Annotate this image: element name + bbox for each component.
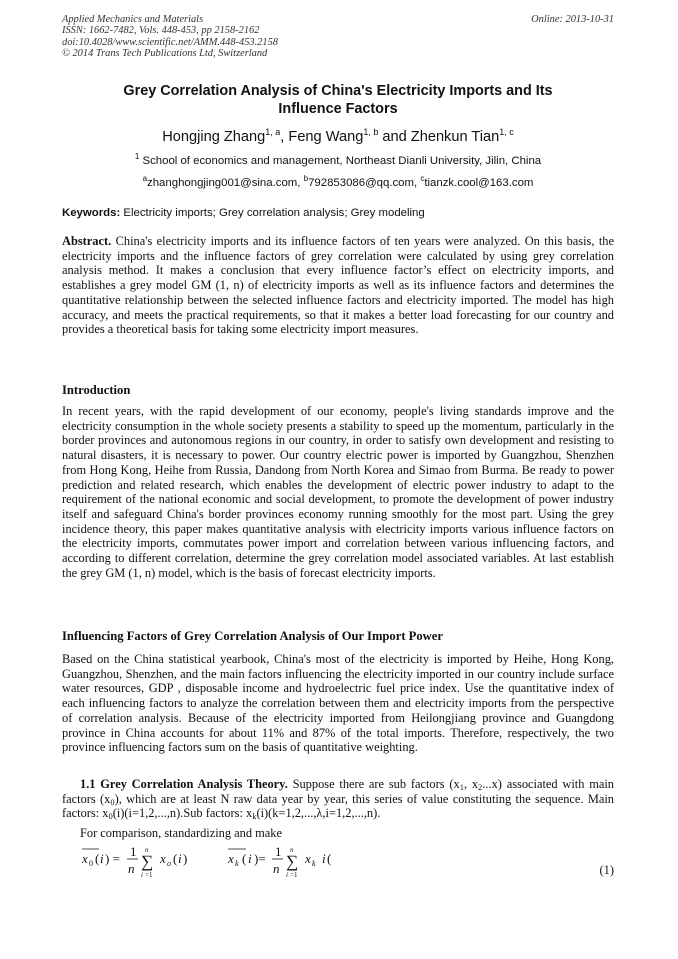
svg-text:(: (	[95, 851, 100, 866]
equation-number: (1)	[599, 863, 614, 877]
svg-text:∑: ∑	[286, 852, 299, 871]
svg-text:n: n	[145, 846, 149, 854]
email-address: 792853086@qq.com,	[308, 177, 421, 189]
svg-text:0: 0	[89, 859, 93, 868]
section-heading: Influencing Factors of Grey Correlation Analysis of Our Import Power	[62, 629, 443, 643]
subscript: 0	[110, 796, 115, 807]
theory-text: Suppose there are sub factors (x	[287, 777, 460, 791]
theory-text: , x	[463, 777, 479, 791]
abstract-label: Abstract.	[62, 234, 112, 248]
svg-text:o: o	[167, 859, 171, 868]
svg-text:n: n	[273, 861, 280, 876]
author-superscript: 1, a	[265, 127, 281, 137]
svg-text:∑: ∑	[141, 852, 154, 871]
journal-name: Applied Mechanics and Materials	[62, 14, 204, 25]
affiliation	[62, 150, 614, 168]
theory-text: (i)(i=1,2,...,n).Sub factors: x	[112, 806, 253, 821]
title-line-2: Influence Factors	[278, 101, 398, 117]
svg-text:x: x	[160, 851, 166, 866]
keywords	[62, 206, 614, 220]
svg-text:x: x	[82, 851, 88, 866]
copyright-line: © 2014 Trans Tech Publications Ltd, Switzerland	[62, 48, 268, 60]
email-superscript: c	[420, 174, 425, 183]
theory-text: ), which are at least N raw data year by year, this series of value constituting the sequence. Main factors: x	[62, 791, 614, 821]
theory-paragraph	[62, 777, 614, 821]
svg-text:k: k	[312, 859, 316, 868]
svg-text:): )	[183, 851, 188, 866]
svg-text:i: i	[322, 851, 326, 866]
email-superscript: a	[142, 174, 148, 183]
keywords-text: Electricity imports; Grey correlation analysis; Grey modeling	[120, 207, 425, 219]
svg-text:(: (	[327, 851, 332, 866]
svg-text:i: i	[141, 871, 143, 879]
svg-text:(: (	[242, 851, 247, 866]
theory-text: ...x) associated with main factors (x	[62, 777, 614, 806]
subscript: 1	[459, 782, 464, 792]
equation-graphic	[74, 843, 494, 883]
title-line-1: Grey Correlation Analysis of China's Electricity Imports and Its	[123, 83, 553, 99]
author-separator: ,	[280, 129, 289, 145]
svg-text:=1: =1	[290, 871, 298, 879]
author-separator: and	[378, 129, 411, 145]
journal-header	[62, 14, 614, 60]
subscript: k	[252, 811, 257, 822]
email-superscript: b	[303, 174, 309, 183]
comparison-text: For comparison, standardizing and make	[80, 826, 282, 840]
author-emails	[62, 172, 614, 190]
svg-text:x: x	[305, 851, 311, 866]
author-name: Hongjing Zhang	[162, 129, 266, 145]
affiliation-text: School of economics and management, Northeast Dianli University, Jilin, China	[139, 155, 542, 167]
abstract	[62, 234, 614, 337]
online-date: Online: 2013-10-31	[531, 14, 614, 25]
author-list	[62, 123, 614, 146]
subscript: 2	[478, 782, 483, 792]
svg-text:) =: ) =	[105, 851, 120, 866]
introduction-text: In recent years, with the rapid development of our economy, people's living standards improve and the electricity consumption in the whole society presents a stability to speed up the momentum, particularly in the border provinces and autonomous regions in our country, in order to satisfy own development and resisting to natural disasters, it is necessary to power. Our country electric power is imported by Guangzhou, Shenzhen from Hong Kong, Heihe from Russia, Dandong from North Korea and Simao from Burma. Be ready to power prediction and related research, which enables the development of electric power industry to adapt to the requirement of the national economic and social development, to promote the development of power industry itself and safeguard China's border provinces economy running smoothly for the most part. Using the grey incidence theory, this paper makes quantitative analysis with electricity imports various influence factors on the electricity imports, commutates power import and correlation between various influencing factors, and according to different correlation, determine the grey correlation model associated variables. At last establish the grey GM (1, n) model, which is the basis of forecast electricity imports.	[62, 404, 614, 580]
author-name: Zhenkun Tian	[410, 129, 500, 145]
doi-line: doi:10.4028/www.scientific.net/AMM.448-453.2158	[62, 36, 278, 48]
svg-text:i: i	[248, 851, 252, 866]
theory-text: (i)(k=1,2,...,λ,i=1,2,...,n).	[256, 806, 381, 821]
svg-text:i: i	[286, 871, 288, 879]
svg-text:n: n	[290, 846, 294, 854]
svg-text:1: 1	[130, 844, 137, 859]
email-address: zhanghongjing001@sina.com,	[147, 177, 304, 189]
author-name: Feng Wang	[288, 129, 364, 145]
svg-text:i: i	[100, 851, 104, 866]
svg-text:=1: =1	[145, 871, 153, 879]
email-address: tianzk.cool@163.com	[424, 177, 534, 189]
author-superscript: 1, b	[363, 127, 379, 137]
svg-text:n: n	[128, 861, 135, 876]
section-text: Based on the China statistical yearbook, China's most of the electricity is imported by Heihe, Hong Kong, Guangzhou, Shenzhen, and the main factors influencing the electricity imported in our country include surface water resources, GDP , disposable income and hydroelectric fuel price index. Use the quantitative index of each influencing factors to analyze the correlation between them and electricity imports from the perspective of correlation analysis. Because of the electricity imported from Heilongjiang province and Guangdong province in China accounts for about 11% and 87% of the total imports. Therefore, respectively, the two province influencing factors sum on the basis of quantitative weighting.	[62, 652, 614, 755]
svg-text:k: k	[235, 859, 239, 868]
svg-text:i: i	[178, 851, 182, 866]
svg-text:)=: )=	[254, 851, 266, 866]
abstract-text: China's electricity imports and its influence factors of ten years were analyzed. On this basis, the electricity imports and the influence factors of grey correlation were calculated by using grey correlation analysis method. It makes a conclusion that every influence factor’s effect on electricity imports, and establishes a grey model GM (1, n) of electricity imports as well as its influence factors and determines the quantitative relationship between the selected influence factors and electricity imported. The model has high accuracy, and meets the practical requirements, so that it makes a better load forecasting for our country and provides a theoretical basis for taking some electricity import measures.	[62, 234, 614, 337]
keywords-label: Keywords:	[62, 207, 121, 219]
svg-text:x: x	[228, 851, 234, 866]
paper-title	[62, 82, 614, 118]
svg-text:(: (	[173, 851, 178, 866]
theory-label: 1.1 Grey Correlation Analysis Theory.	[80, 777, 288, 791]
subscript: 0	[108, 811, 113, 822]
svg-text:1: 1	[275, 844, 282, 859]
author-superscript: 1, c	[499, 127, 514, 137]
issn-line: ISSN: 1662-7482, Vols. 448-453, pp 2158-2162	[62, 25, 260, 37]
introduction-heading: Introduction	[62, 383, 131, 397]
equation-1	[74, 843, 614, 883]
affiliation-superscript: 1	[134, 152, 140, 161]
